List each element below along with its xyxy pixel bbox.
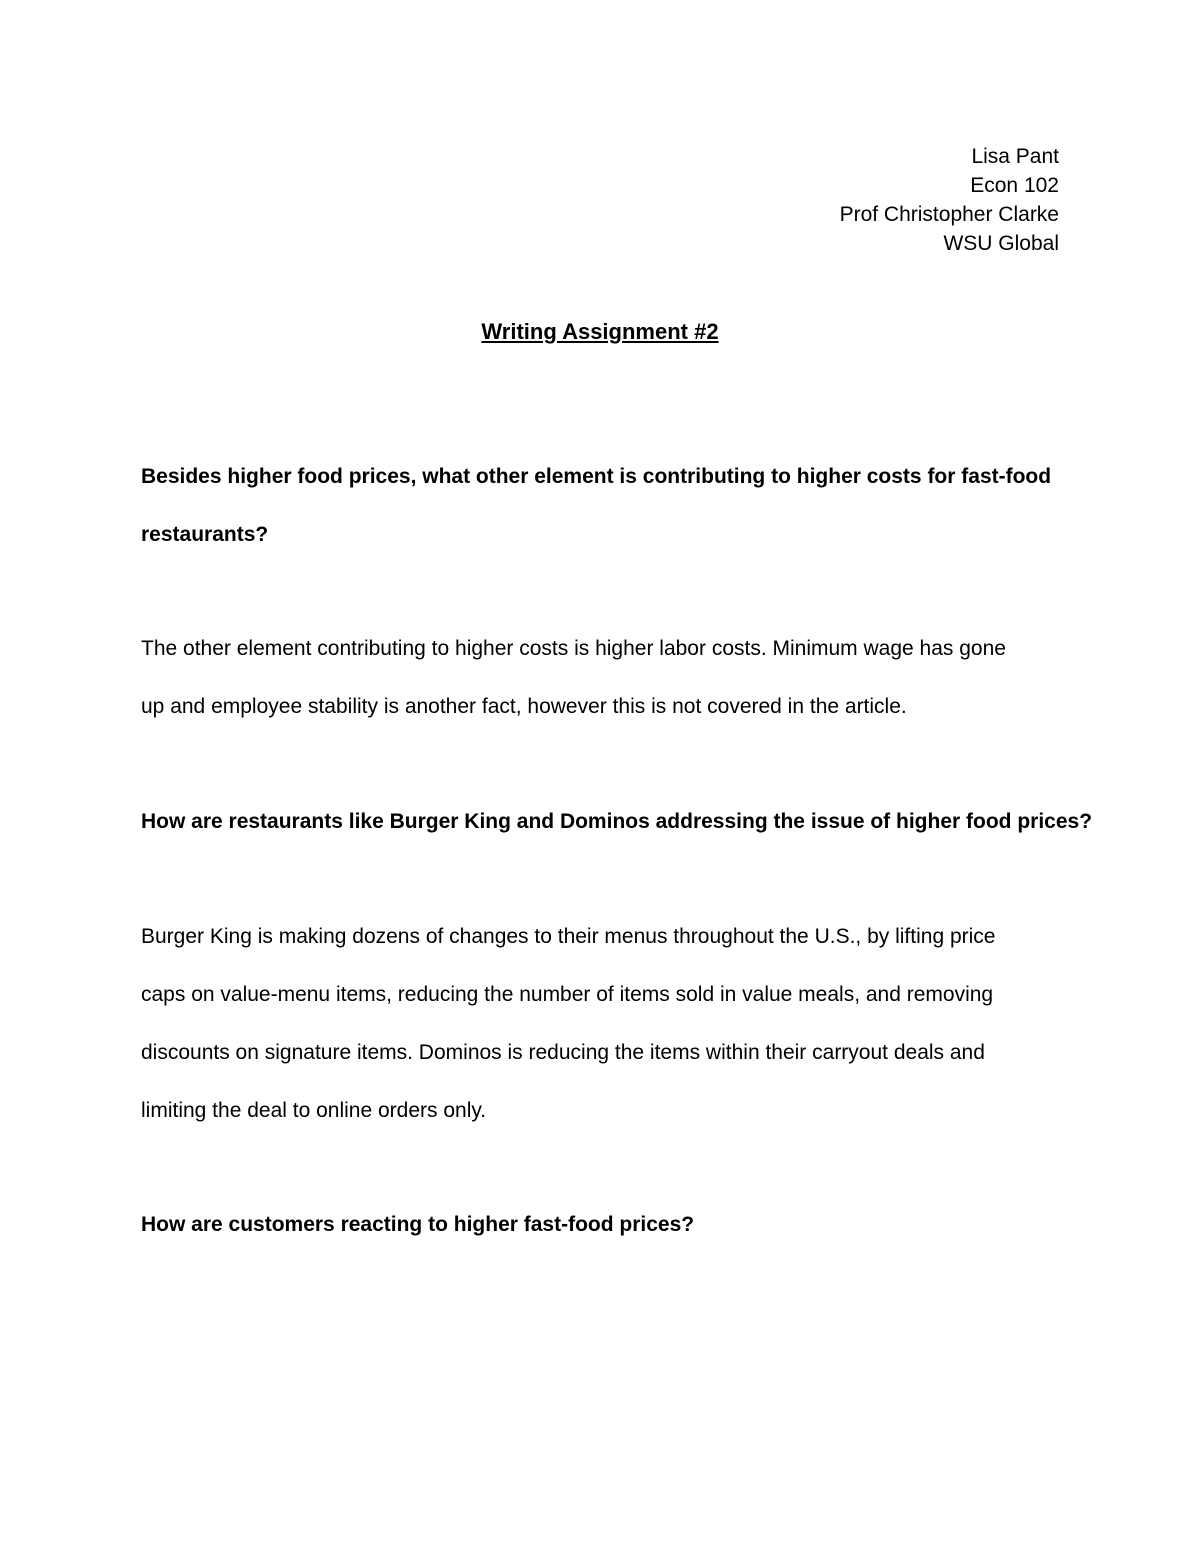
school-name: WSU Global — [943, 232, 1059, 255]
answer-line: limiting the deal to online orders only. — [141, 1099, 487, 1122]
question-line: restaurants? — [141, 523, 269, 546]
question-line: Besides higher food prices, what other element is contributing to higher costs for fast-food — [141, 465, 1052, 488]
document-title: Writing Assignment #2 — [481, 319, 719, 344]
question-2 — [141, 793, 1093, 851]
question-3 — [141, 1196, 1066, 1254]
author-header — [840, 142, 1059, 258]
question-line: How are customers reacting to higher fast-food prices? — [141, 1213, 695, 1236]
answer-2 — [141, 908, 1066, 1140]
answer-line: The other element contributing to higher costs is higher labor costs. Minimum wage has gone — [141, 637, 1006, 660]
answer-line: Burger King is making dozens of changes to their menus throughout the U.S., by lifting price — [141, 925, 996, 948]
question-line: How are restaurants like Burger King and Dominos addressing the issue of higher food prices? — [141, 810, 1093, 833]
answer-line: caps on value-menu items, reducing the number of items sold in value meals, and removing — [141, 983, 994, 1006]
answer-line: up and employee stability is another fact, however this is not covered in the article. — [141, 695, 907, 718]
professor-name: Prof Christopher Clarke — [839, 203, 1059, 226]
question-1 — [141, 448, 1066, 564]
course-name: Econ 102 — [970, 174, 1059, 197]
answer-line: discounts on signature items. Dominos is reducing the items within their carryout deals and — [141, 1041, 985, 1064]
author-name: Lisa Pant — [971, 145, 1059, 168]
answer-1 — [141, 620, 1066, 736]
